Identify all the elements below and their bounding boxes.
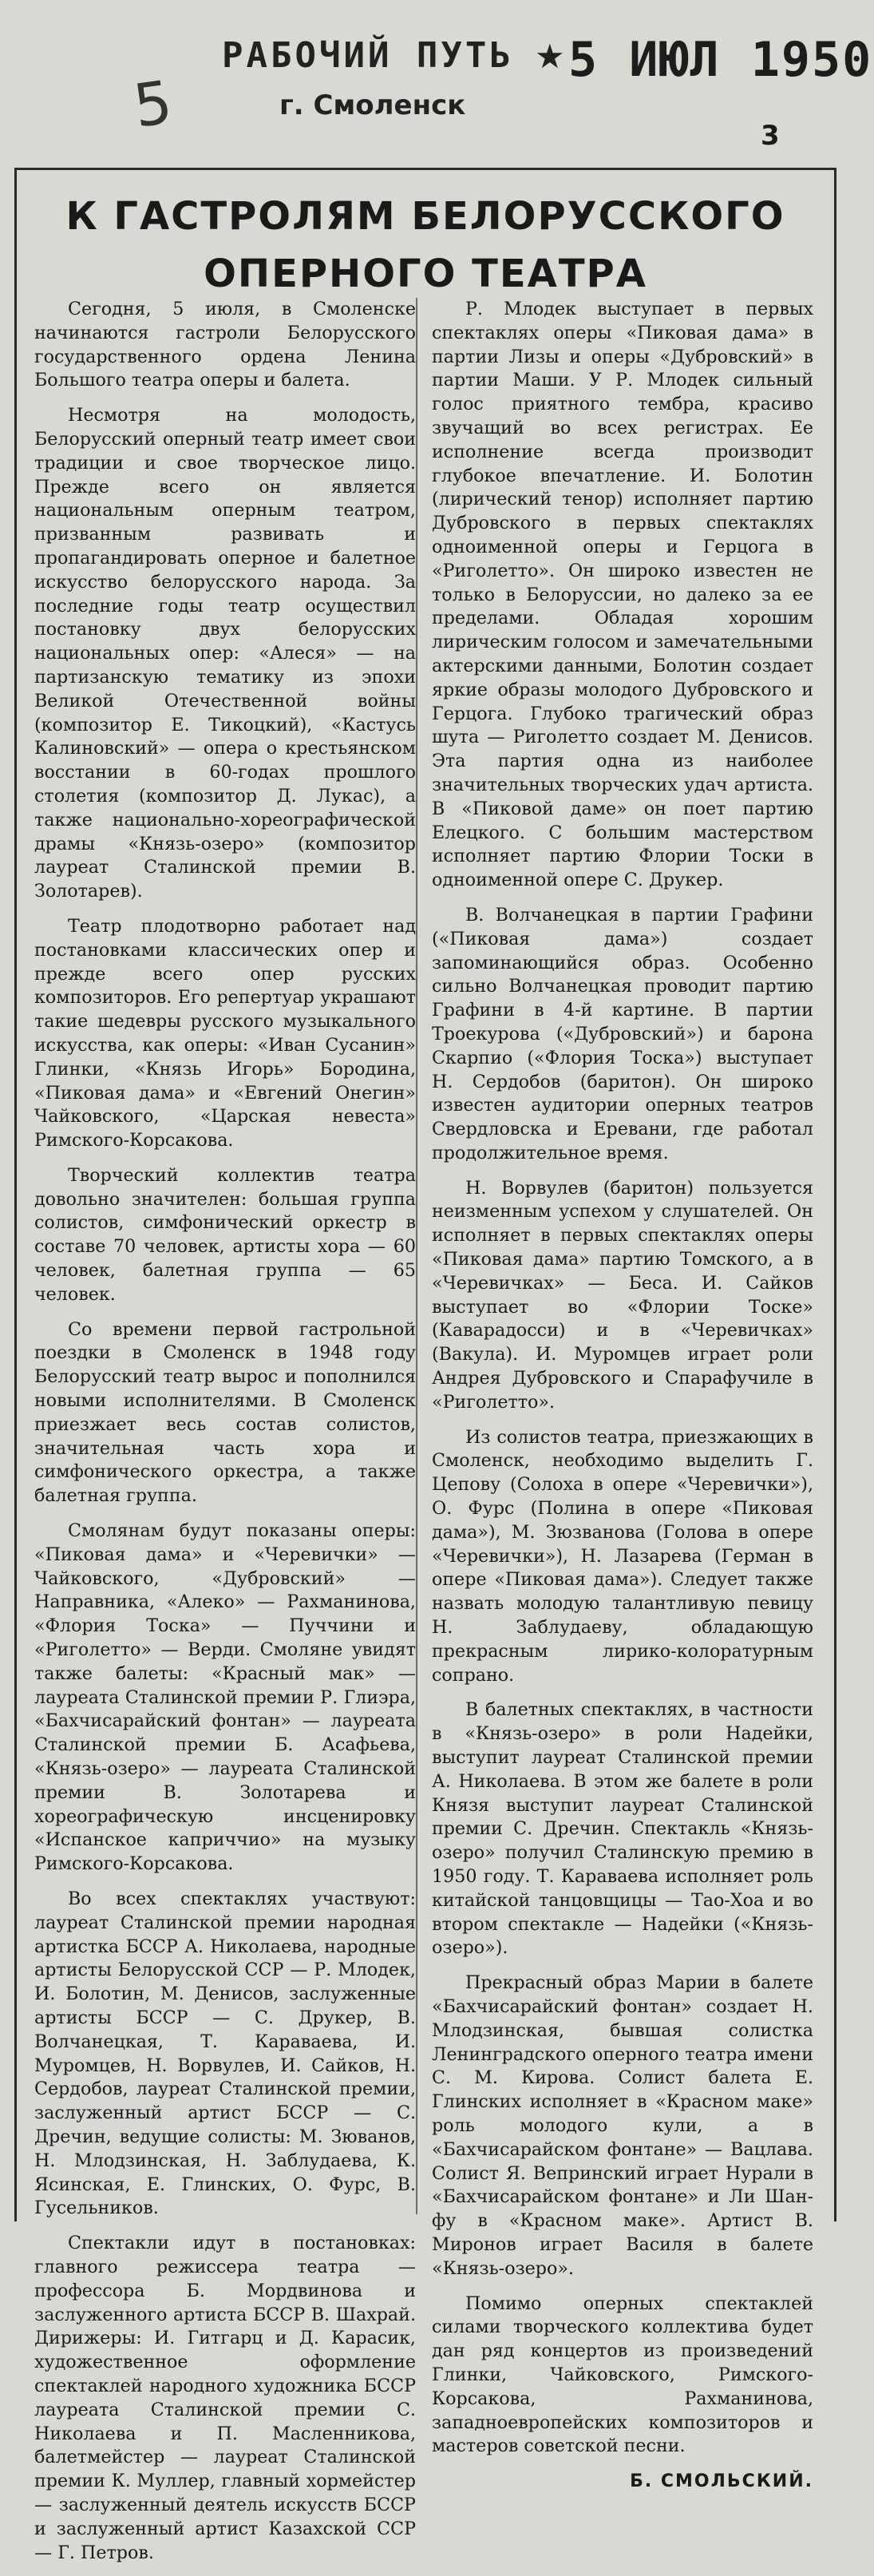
- paragraph: Прекрасный образ Марии в балете «Бахчисарайский фонтан» создает Н. Млодзинская, бывшая солистка Ленинградского оперного театра имени С. М. Кирова. Солист балета Е. Глинских исполняет в «Красном маке» роль молодого кули, а в «Бахчисарайском фонтане» — Вацлава. Солист Я. Вепринский играет Нурали в «Бахчисарайском фонтане» и Ли Шан-фу в «Красном маке». Артист В. Миронов играет Василя в балете «Князь-озеро».: [432, 1972, 813, 2279]
- paragraph: Р. Млодек выступает в первых спектаклях оперы «Пиковая дама» в партии Лизы и оперы «Дубровский» в партии Маши. У Р. Млодек сильный голос приятного тембра, красиво звучащий во всех регистрах. Ее исполнение всегда производит глубокое впечатление. И. Болотин (лирический тенор) исполняет партию Дубровского в первых спектаклях одноименной оперы и Герцога в «Риголетто». Он широко известен не только в Белоруссии, но далеко за ее пределами. Обладая хорошим лирическим голосом и замечательными актерскими данными, Болотин создает яркие образы молодого Дубровского и Герцога. Глубоко трагический образ шута — Риголетто создает М. Денисов. Эта партия одна из наиболее значительных творческих удач артиста. В «Пиковой даме» он поет партию Елецкого. С большим мастерством исполняет партию Флории Тоски в одноименной опере С. Друкер.: [432, 299, 813, 891]
- page-number: 3: [761, 120, 780, 152]
- paragraph: Сегодня, 5 июля, в Смоленске начинаются гастроли Белорусского государственного ордена Ленина Большого театра оперы и балета.: [34, 299, 416, 391]
- article-frame: [14, 168, 836, 2563]
- right-column: [432, 298, 813, 2494]
- newspaper-city: г. Смоленск: [279, 89, 466, 121]
- paragraph: Н. Ворвулев (баритон) пользуется неизменным успехом у слушателей. Он исполняет в первых спектаклях оперы «Пиковая дама» партию Томского, а в «Черевичках» — Беса. И. Сайков выступает во «Флории Тоске» (Каварадосси) и в «Черевичках» (Вакула). И. Муромцев играет роли Андрея Дубровского и Спарафучиле в «Риголетто».: [432, 1177, 813, 1413]
- paragraph: Со времени первой гастрольной поездки в Смоленск в 1948 году Белорусский театр вырос и пополнился новыми исполнителями. В Смоленск приезжает весь состав солистов, значительная часть хора и симфонического оркестра, а также балетная группа.: [34, 1318, 416, 1507]
- paragraph: Театр плодотворно работает над постановками классических опер и прежде всего опер русских композиторов. Его репертуар украшают такие шедевры русского музыкального искусства, как оперы: «Иван Сусанин» Глинки, «Князь Игорь» Бородина, «Пиковая дама» и «Евгений Онегин» Чайковского, «Царская невеста» Римского-Корсакова.: [34, 915, 416, 1151]
- paragraph: Спектакли идут в постановках: главного режиссера театра — профессора Б. Мордвинова и заслуженного артиста БССР В. Шахрай. Дирижеры: И. Гитгарц и Д. Карасик, художественное оформление спектаклей народного художника БССР лауреата Сталинской премии С. Николаева и П. Масленникова, балетмейстер — лауреат Сталинской премии К. Муллер, главный хормейстер — заслуженный деятель искусств БССР и заслуженный артист Казахской ССР — Г. Петров.: [34, 2233, 416, 2563]
- title-line-2: ОПЕРНОГО ТЕАТРА: [204, 252, 647, 296]
- column-divider: [416, 298, 417, 2214]
- newspaper-name: РАБОЧИЙ ПУТЬ: [222, 35, 514, 76]
- paragraph: Помимо оперных спектаклей силами творческого коллектива будет дан ряд концертов из произведений Глинки, Чайковского, Римского-Корсакова, Рахманинова, западноевропейских композиторов и мастеров советской песни.: [432, 2293, 813, 2457]
- date-stamp: 5 ИЮЛ 1950: [568, 32, 873, 88]
- handwritten-mark: 5: [129, 68, 176, 141]
- clipping-header: [0, 0, 874, 160]
- paragraph: Из солистов театра, приезжающих в Смоленск, необходимо выделить Г. Цепову (Солоха в опере «Черевички»), О. Фурс (Полина в опере «Пиковая дама»), М. Зюзванова (Голова в опере «Черевички»), Н. Лазарева (Герман в опере «Пиковая дама»). Следует также назвать молодую талантливую певицу Н. Заблудаеву, обладающую прекрасным лирико-колоратурным сопрано.: [432, 1426, 813, 1686]
- author-byline: Б. СМОЛЬСКИЙ.: [630, 2471, 813, 2492]
- paragraph: В балетных спектаклях, в частности в «Князь-озеро» в роли Надейки, выступит лауреат Сталинской премии А. Николаева. В этом же балете в роли Князя выступит лауреат Сталинской премии С. Дречин. Спектакль «Князь-озеро» получил Сталинскую премию в 1950 году. Т. Караваева исполняет роль китайской танцовщицы — Тао-Хоа и во втором спектакле — Надейки («Князь-озеро»).: [432, 1699, 813, 1959]
- paragraph: Творческий коллектив театра довольно значителен: большая группа солистов, симфонический оркестр в составе 70 человек, артисты хора — 60 человек, балетная группа — 65 человек.: [34, 1164, 416, 1305]
- paragraph: Во всех спектаклях участвуют: лауреат Сталинской премии народная артистка БССР А. Николаева, народные артисты Белорусской ССР — Р. Млодек, И. Болотин, М. Денисов, заслуженные артисты БССР — С. Друкер, В. Волчанецкая, Т. Караваева, И. Муромцев, Н. Ворвулев, И. Сайков, Н. Сердобов, лауреат Сталинской премии, заслуженный артист БССР — С. Дречин, ведущие солисты: М. Зюванов, Н. Млодзинская, Н. Заблудаева, К. Ясинская, Е. Глинских, О. Фурс, В. Гусельников.: [34, 1888, 416, 2219]
- paragraph: Смолянам будут показаны оперы: «Пиковая дама» и «Черевички» — Чайковского, «Дубровский» — Направника, «Алеко» — Рахманинова, «Флория Тоска» — Пуччини и «Риголетто» — Верди. Смоляне увидят также балеты: «Красный мак» — лауреата Сталинской премии Р. Глиэра, «Бахчисарайский фонтан» — лауреата Сталинской премии Б. Асафьева, «Князь-озеро» — лауреата Сталинской премии В. Золотарева и хореографическую инсценировку «Испанское каприччио» на музыку Римского-Корсакова.: [34, 1520, 416, 1875]
- star-icon: ★: [535, 37, 565, 76]
- left-column: [34, 298, 416, 2576]
- paragraph: В. Волчанецкая в партии Графини («Пиковая дама») создает запоминающийся образ. Особенно сильно Волчанецкая проводит партию Графини в 4-й картине. В партии Троекурова («Дубровский») и барона Скарпио («Флория Тоска») выступает Н. Сердобов (баритон). Он широко известен аудитории оперных театров Свердловска и Еревани, где работал продолжительное время.: [432, 904, 813, 1163]
- title-line-1: К ГАСТРОЛЯМ БЕЛОРУССКОГО: [65, 194, 785, 239]
- article-title: [17, 188, 834, 303]
- paragraph: Несмотря на молодость, Белорусский оперный театр имеет свои традиции и свое творческое лицо. Прежде всего он является национальным оперным театром, призванным развивать и пропагандировать оперное и балетное искусство белорусского народа. За последние годы театр осуществил постановку двух белорусских национальных опер: «Алеся» — на партизанскую тематику из эпохи Великой Отечественной войны (композитор Е. Тикоцкий), «Кастусь Калиновский» — опера о крестьянском восстании в 60-годах прошлого столетия (композитор Д. Лукас), а также национально-хореографической драмы «Князь-озеро» (композитор лауреат Сталинской премии В. Золотарев).: [34, 405, 416, 902]
